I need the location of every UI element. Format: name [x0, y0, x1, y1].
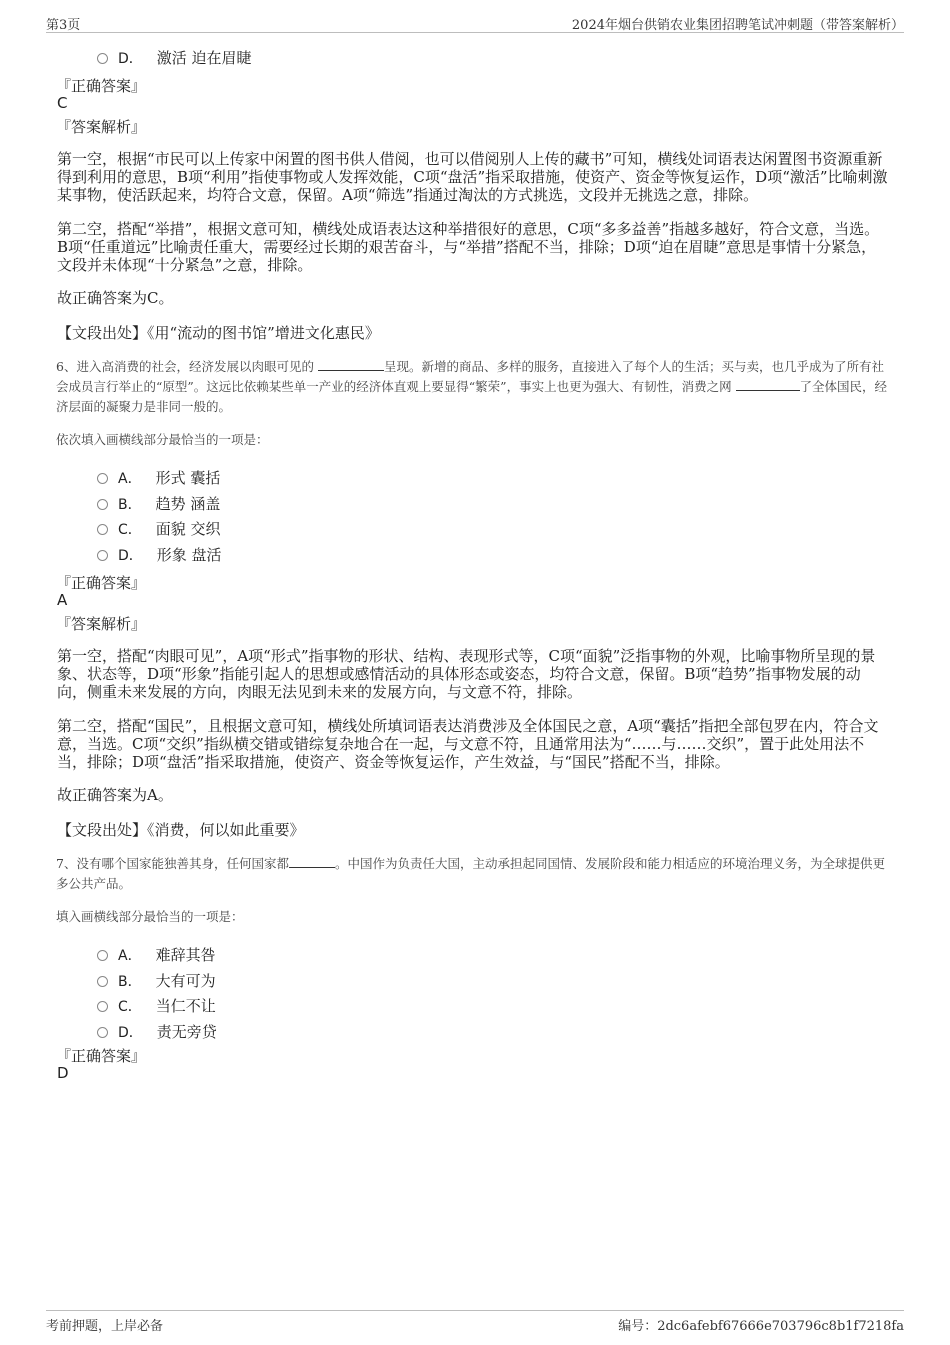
q7-stem: 7、没有哪个国家能独善其身，任何国家都 。中国作为负责任大国，主动承担起同国情、发展阶段和能力相适应的环境治理义务，为全球提供更多公共产品。: [56, 856, 885, 891]
analysis-label: 『答案解析』: [56, 118, 147, 136]
page-number: 第3页: [46, 18, 81, 33]
blank-line: [736, 378, 800, 391]
q6-option-c[interactable]: C． 面貌 交织: [97, 518, 221, 539]
correct-answer-label: 『正确答案』: [56, 1047, 147, 1065]
radio-icon[interactable]: [97, 473, 108, 484]
document-id: 编号：2dc6afebf67666e703796c8b1f7218fa: [618, 1319, 904, 1334]
radio-icon[interactable]: [97, 950, 108, 961]
radio-icon[interactable]: [97, 976, 108, 987]
correct-answer-label: 『正确答案』: [56, 77, 147, 95]
q7-prompt: 填入画横线部分最恰当的一项是：: [56, 909, 244, 924]
page-footer: [46, 1310, 904, 1335]
q6-answer: A: [57, 591, 68, 609]
blank-line: [318, 358, 384, 371]
q7-option-c[interactable]: C． 当仁不让: [97, 995, 216, 1016]
q6-analysis-2: 第二空，搭配“国民”，且根据文意可知，横线处所填词语表达消费涉及全体国民之意，A项“囊括”指把全部包罗在内，符合文意，当选。C项“交织”指纵横交错或错综复杂地合在一起，与文意不符，且通常用法为“……与……交织”，置于此处用法不当，排除；D项“盘活”指采取措施，使资产、资金等恢复运作，产生效益，与“国民”搭配不当，排除。: [57, 717, 879, 771]
q6-analysis-1: 第一空，搭配“肉眼可见”，A项“形式”指事物的形状、结构、表现形式等，C项“面貌”泛指事物的外观，比喻事物所呈现的景象、状态等，D项“形象”指能引起人的思想或感情活动的具体形态或姿态，均符合文意，保留。B项“趋势”指事物发展的动向，侧重未来发展的方向，肉眼无法见到未来的发展方向，与文意不符，排除。: [57, 647, 876, 701]
q5-analysis-1: 第一空，根据“市民可以上传家中闲置的图书供人借阅，也可以借阅别人上传的藏书”可知，横线处词语表达闲置图书资源重新得到利用的意思，B项“利用”指使事物或人发挥效能，C项“盘活”指采取措施，使资产、资金等恢复运作，D项“激活”比喻刺激某事物，使活跃起来，均符合文意，保留。A项“筛选”指通过淘汰的方式挑选，文段并无挑选之意，排除。: [57, 150, 888, 204]
correct-answer-label: 『正确答案』: [56, 574, 147, 592]
radio-icon[interactable]: [97, 550, 108, 561]
q6-source: 【文段出处】《消费，何以如此重要》: [57, 821, 305, 839]
document-title: 2024年烟台供销农业集团招聘笔试冲刺题（带答案解析）: [571, 18, 904, 33]
q7-option-a[interactable]: A． 难辞其咎: [97, 944, 216, 965]
q6-option-d[interactable]: D． 形象 盘活: [97, 544, 222, 565]
page-header: [46, 12, 904, 33]
q6-stem: 6、进入高消费的社会，经济发展以肉眼可见的 呈现。新增的商品、多样的服务，直接进入了每个人的生活；买与卖，也几乎成为了所有社会成员言行举止的“原型”。这远比依赖某些单一产业的经济体直观上要显得“繁荣”，事实上也更为强大、有韧性，消费之网 了全体国民，经济层面的凝聚力是非同一般的。: [56, 359, 888, 414]
q5-answer: C: [57, 94, 68, 112]
q5-option-d[interactable]: D． 激活 迫在眉睫: [97, 47, 252, 68]
analysis-label: 『答案解析』: [56, 615, 147, 633]
radio-icon[interactable]: [97, 1001, 108, 1012]
q6-prompt: 依次填入画横线部分最恰当的一项是：: [56, 432, 269, 447]
radio-icon[interactable]: [97, 499, 108, 510]
footer-slogan: 考前押题，上岸必备: [46, 1319, 164, 1334]
q7-option-b[interactable]: B． 大有可为: [97, 970, 216, 991]
radio-icon[interactable]: [97, 1027, 108, 1038]
q6-option-b[interactable]: B． 趋势 涵盖: [97, 493, 220, 514]
radio-icon[interactable]: [97, 524, 108, 535]
blank-line: [289, 855, 335, 868]
q7-option-d[interactable]: D． 责无旁贷: [97, 1021, 217, 1042]
q7-answer: D: [57, 1064, 69, 1082]
q5-analysis-3: 故正确答案为C。: [57, 289, 174, 307]
q5-analysis-2: 第二空，搭配“举措”，根据文意可知，横线处成语表达这种举措很好的意思，C项“多多益善”指越多越好，符合文意，当选。B项“任重道远”比喻责任重大，需要经过长期的艰苦奋斗，与“举措”搭配不当，排除；D项“迫在眉睫”意思是事情十分紧急，文段并未体现“十分紧急”之意，排除。: [57, 220, 880, 274]
radio-icon[interactable]: [97, 53, 108, 64]
q6-analysis-3: 故正确答案为A。: [57, 786, 173, 804]
q5-source: 【文段出处】《用“流动的图书馆”增进文化惠民》: [57, 324, 380, 342]
q6-option-a[interactable]: A． 形式 囊括: [97, 467, 220, 488]
